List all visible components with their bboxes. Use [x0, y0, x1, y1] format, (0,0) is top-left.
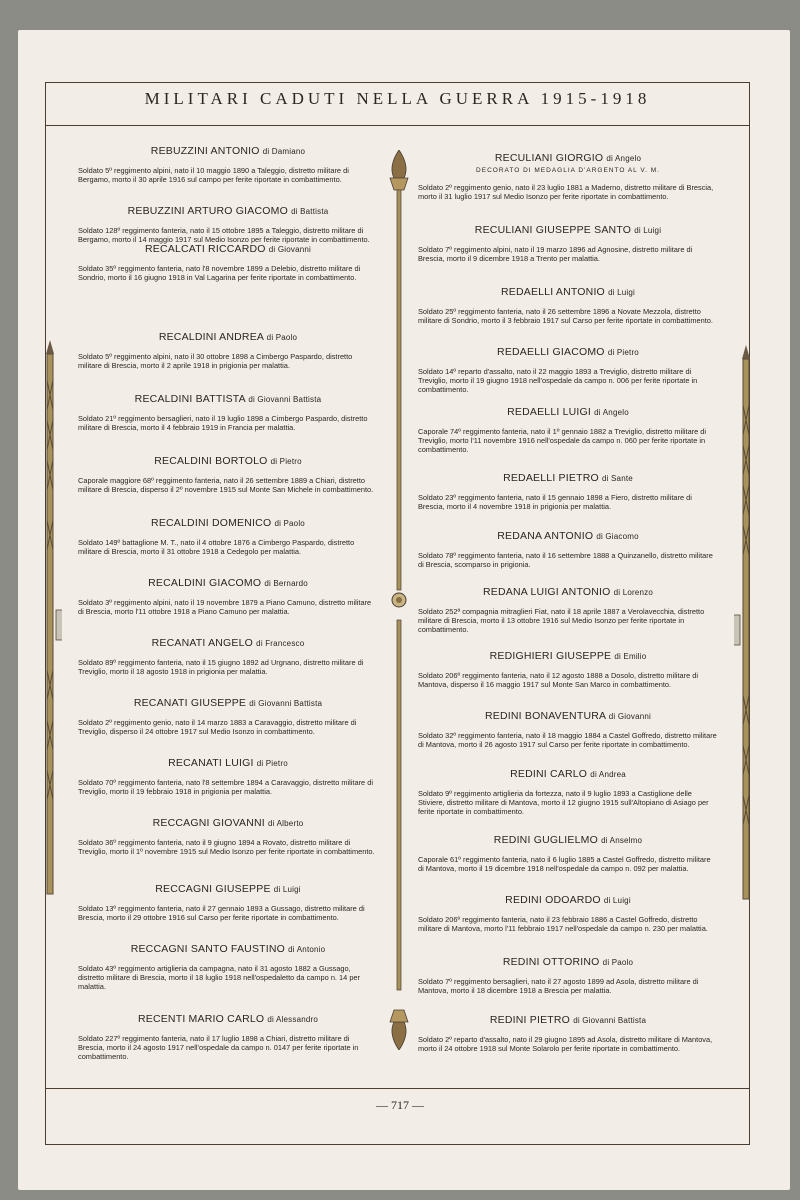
entry-text: Soldato 32º reggimento fanteria, nato il 18 maggio 1884 a Castel Goffredo, distretto militare di Mantova, morto il 26 agosto 1917 sul Carso per ferite riportate in combattimento. — [418, 731, 717, 750]
entry-text: Soldato 5º reggimento alpini, nato il 10 maggio 1890 a Taleggio, distretto militare di Bergamo, morto il 30 aprile 1916 sul campo per ferite riportate in combattimento. — [78, 166, 349, 185]
entry — [418, 406, 718, 455]
entry-text: Soldato 206º reggimento fanteria, nato il 12 agosto 1888 a Dosolo, distretto militare di Mantova, disperso il 16 maggio 1917 sul Monte San Marco in combattimento. — [418, 671, 699, 690]
entry-text: Soldato 252ª compagnia mitraglieri Fiat, nato il 18 aprile 1887 a Verolavecchia, distretto militare di Brescia, morto il 13 ottobre 1916 sul Medio Isonzo per ferite riportate in combattimento. — [418, 607, 705, 635]
entry-decoration: DECORATO DI MEDAGLIA D'ARGENTO AL V. M. — [476, 167, 660, 174]
right-flag-pole-ornament — [734, 345, 758, 905]
entry — [78, 943, 378, 992]
entry-name: RECCAGNI SANTO FAUSTINO di Antonio — [130, 943, 326, 955]
entry-name: RECALDINI DOMENICO di Paolo — [151, 517, 305, 529]
entry — [78, 517, 378, 556]
entry-name: RECALDINI BORTOLO di Pietro — [154, 455, 302, 467]
entry — [418, 710, 718, 749]
entry-text: Soldato 5º reggimento alpini, nato il 30 ottobre 1898 a Cimbergo Paspardo, distretto militare di Brescia, morto il 2 aprile 1918 in prigionia per malattia. — [78, 352, 353, 371]
entry-name: RECALDINI BATTISTA di Giovanni Battista — [134, 393, 322, 405]
entry-name: REDAELLI ANTONIO di Luigi — [500, 286, 636, 298]
entry-name: REDINI OTTORINO di Paolo — [502, 956, 634, 968]
page-title: MILITARI CADUTI NELLA GUERRA 1915-1918 — [144, 89, 651, 108]
entry — [418, 768, 718, 817]
entry-text: Soldato 149º battaglione M. T., nato il 4 ottobre 1876 a Cimbergo Paspardo, distretto militare di Brescia, morto il 31 ottobre 1918 a Cedegolo per malattia. — [78, 538, 355, 557]
entry — [78, 205, 378, 244]
entry-name: RECCAGNI GIOVANNI di Alberto — [152, 817, 304, 829]
entry — [418, 152, 718, 201]
entry-name: REBUZZINI ARTURO GIACOMO di Battista — [127, 205, 329, 217]
entry — [78, 331, 378, 370]
central-torch-ornament — [384, 150, 414, 1050]
entry-text: Soldato 78º reggimento fanteria, nato il 16 settembre 1888 a Quinzanello, distretto militare di Brescia, scomparso in prigionia. — [418, 551, 713, 570]
entry — [418, 586, 718, 635]
entry — [418, 956, 718, 995]
entry — [78, 1013, 378, 1062]
entry — [418, 472, 718, 511]
entry-name: REDAELLI GIACOMO di Pietro — [497, 346, 639, 358]
entry-text: Soldato 21º reggimento bersaglieri, nato il 19 luglio 1898 a Cimbergo Paspardo, distretto militare di Brescia, morto il 4 febbraio 1919 in Francia per malattia. — [78, 414, 368, 433]
entry-name: REBUZZINI ANTONIO di Damiano — [150, 145, 306, 157]
entry — [418, 1014, 718, 1053]
entry-name: REDANA LUIGI ANTONIO di Lorenzo — [483, 586, 653, 598]
entry-name: REDINI GUGLIELMO di Anselmo — [493, 834, 643, 846]
entry-text: Soldato 14º reparto d'assalto, nato il 22 maggio 1893 a Treviglio, distretto militare di Treviglio, morto il 19 giugno 1918 nell'ospedale da campo n. 006 per ferite riportate in combattimento. — [418, 367, 698, 395]
entry — [418, 286, 718, 325]
entry — [78, 455, 378, 494]
bottom-rule — [45, 1088, 750, 1089]
entry-name: RECALCATI RICCARDO di Giovanni — [144, 243, 312, 255]
entry-text: Soldato 23º reggimento fanteria, nato il 15 gennaio 1898 a Fiero, distretto militare di Brescia, morto il 4 novembre 1918 in prigionia per malattia. — [418, 493, 692, 512]
entry-name: REDINI ODOARDO di Luigi — [505, 894, 631, 906]
left-flag-pole-ornament — [38, 340, 62, 900]
entry-text: Soldato 227º reggimento fanteria, nato il 17 luglio 1898 a Chiari, distretto militare di Brescia, morto il 24 agosto 1917 nell'ospedale da campo n. 0147 per ferite riportate in combattimento. — [78, 1034, 359, 1062]
entry-text: Soldato 7º reggimento bersaglieri, nato il 27 agosto 1899 ad Asola, distretto militare di Mantova, morto il 18 dicembre 1918 a Brescia per malattia. — [418, 977, 699, 996]
entry — [78, 243, 378, 282]
entry-text: Soldato 89º reggimento fanteria, nato il 15 giugno 1892 ad Urgnano, distretto militare di Treviglio, morto il 18 agosto 1918 in prigionia per malattia. — [78, 658, 364, 677]
entry-text: Caporale maggiore 68º reggimento fanteria, nato il 26 settembre 1889 a Chiari, distretto militare di Brescia, disperso il 2º novembre 1915 sul Monte San Michele in combattimento. — [78, 476, 374, 495]
entry — [418, 224, 718, 263]
entry-text: Soldato 2º reggimento genio, nato il 14 marzo 1883 a Caravaggio, distretto militare di Treviglio, disperso il 24 ottobre 1917 sul Medio Isonzo in combattimento. — [78, 718, 357, 737]
entry-text: Caporale 61º reggimento fanteria, nato il 6 luglio 1885 a Castel Goffredo, distretto militare di Mantova, morto il 19 dicembre 1918 nell'ospedale da campo n. 092 per malattia. — [418, 855, 711, 874]
entry-name: REDINI CARLO di Andrea — [510, 768, 626, 780]
entry-text: Soldato 43º reggimento artiglieria da campagna, nato il 31 agosto 1882 a Gussago, distretto militare di Brescia, morto il 18 luglio 1918 nell'ospedaletto da campo n. 14 per malattia. — [78, 964, 360, 992]
entry-name: RECCAGNI GIUSEPPE di Luigi — [155, 883, 301, 895]
entry-name: RECALDINI ANDREA di Paolo — [158, 331, 298, 343]
page-number: — 717 — — [376, 1098, 424, 1112]
entry — [78, 393, 378, 432]
entry-text: Soldato 2º reggimento genio, nato il 23 luglio 1881 a Maderno, distretto militare di Brescia, morto il 31 luglio 1917 sul Medio Isonzo per ferite riportate in combattimento. — [418, 183, 714, 202]
entry — [78, 817, 378, 856]
entry-text: Soldato 128º reggimento fanteria, nato il 15 ottobre 1895 a Taleggio, distretto militare di Bergamo, morto il 14 maggio 1917 sul Medio Isonzo per ferite riportate in combattimento. — [78, 226, 370, 245]
entry-name: RECULIANI GIUSEPPE SANTO di Luigi — [474, 224, 662, 236]
entry-text: Soldato 36º reggimento fanteria, nato il 9 giugno 1894 a Rovato, distretto militare di Treviglio, morto il 1º novembre 1915 sul Medio Isonzo per ferite riportate in combattimento. — [78, 838, 375, 857]
entry — [78, 883, 378, 922]
entry — [78, 697, 378, 736]
entry-name: RECANATI GIUSEPPE di Giovanni Battista — [133, 697, 323, 709]
entry-text: Caporale 74º reggimento fanteria, nato il 1º gennaio 1882 a Treviglio, distretto militare di Treviglio, morto l'11 novembre 1916 nell'ospedale da campo n. 060 per ferite riportate in combattimento. — [418, 427, 707, 455]
entry-name: RECANATI LUIGI di Pietro — [168, 757, 288, 769]
entry — [418, 834, 718, 873]
entry — [418, 530, 718, 569]
entry-text: Soldato 7º reggimento alpini, nato il 19 marzo 1896 ad Agnosine, distretto militare di Brescia, morto il 9 dicembre 1918 a Trento per malattia. — [418, 245, 693, 264]
entry — [418, 650, 718, 689]
entry-name: REDANA ANTONIO di Giacomo — [497, 530, 639, 542]
entry-text: Soldato 13º reggimento fanteria, nato il 27 gennaio 1893 a Gussago, distretto militare di Brescia, morto il 29 ottobre 1916 sul Carso per ferite riportate in combattimento. — [78, 904, 365, 923]
entry-name: RECULIANI GIORGIO di Angelo — [494, 152, 642, 164]
entry-name: RECENTI MARIO CARLO di Alessandro — [137, 1013, 319, 1025]
entry — [418, 346, 718, 395]
entry-text: Soldato 35º reggimento fanteria, nato l'8 novembre 1899 a Delebio, distretto militare di Sondrio, morto il 16 giugno 1918 in Val Lagarina per ferite riportate in combattimento. — [78, 264, 361, 283]
entry-text: Soldato 2º reparto d'assalto, nato il 29 giugno 1895 ad Asola, distretto militare di Mantova, morto il 24 ottobre 1918 sul Monte Solarolo per ferite riportate in combattimento. — [418, 1035, 713, 1054]
entry — [78, 757, 378, 796]
entry — [78, 637, 378, 676]
entry-text: Soldato 206º reggimento fanteria, nato il 23 febbraio 1886 a Castel Goffredo, distretto militare di Mantova, morto l'11 febbraio 1917 nell'ospedale da campo n. 230 per malattia. — [418, 915, 708, 934]
entry-name: REDINI PIETRO di Giovanni Battista — [489, 1014, 647, 1026]
entry-text: Soldato 70º reggimento fanteria, nato l'8 settembre 1894 a Caravaggio, distretto militare di Treviglio, morto il 19 febbraio 1918 in prigionia per malattia. — [78, 778, 373, 797]
entry-name: REDINI BONAVENTURA di Giovanni — [484, 710, 652, 722]
entry — [78, 145, 378, 184]
entry-text: Soldato 9º reggimento artiglieria da fortezza, nato il 9 luglio 1893 a Castiglione delle Stiviere, distretto militare di Mantova, morto il 12 giugno 1915 sull'Altopiano di Asiago per ferite riportate in combattimento. — [418, 789, 709, 817]
entry-name: REDAELLI PIETRO di Sante — [503, 472, 633, 484]
entry — [418, 894, 718, 933]
entry — [78, 577, 378, 616]
entry-text: Soldato 3º reggimento alpini, nato il 19 novembre 1879 a Piano Camuno, distretto militare di Brescia, morto l'11 ottobre 1918 a Piano Camuno per malattia. — [78, 598, 372, 617]
entry-text: Soldato 25º reggimento fanteria, nato il 26 settembre 1896 a Novate Mezzola, distretto militare di Sondrio, morto il 3 febbraio 1917 sul Carso per ferite riportate in combattimento. — [418, 307, 713, 326]
entry-name: RECALDINI GIACOMO di Bernardo — [148, 577, 308, 589]
page-header — [46, 83, 749, 126]
entry-name: RECANATI ANGELO di Francesco — [151, 637, 305, 649]
entry-name: REDIGHIERI GIUSEPPE di Emilio — [489, 650, 647, 662]
entry-name: REDAELLI LUIGI di Angelo — [507, 406, 629, 418]
